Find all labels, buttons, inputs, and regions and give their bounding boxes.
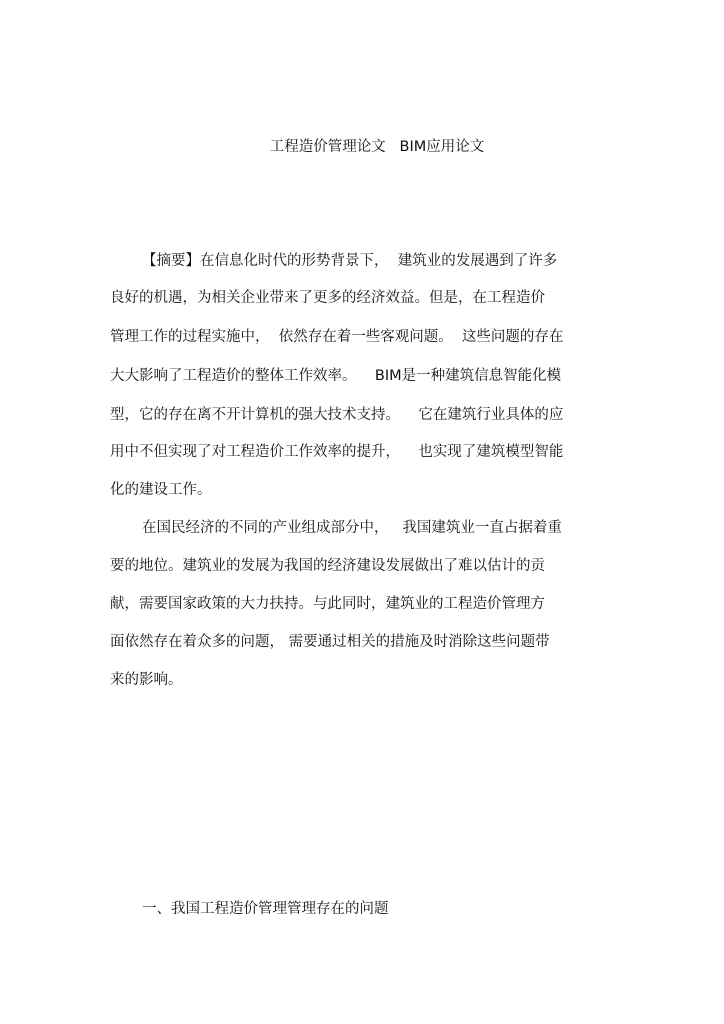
abstract-line: 型，它的存在离不开计算机的强大技术支持。 它在建筑行业具体的应 — [110, 407, 564, 423]
document-title: 工程造价管理论文 BIM应用论文 — [269, 139, 485, 155]
paragraph-line: 面依然存在着众多的问题， 需要通过相关的措施及时消除这些问题带 — [110, 634, 550, 650]
abstract-line: 【摘要】在信息化时代的形势背景下， 建筑业的发展遇到了许多 — [142, 253, 558, 269]
abstract-line: 用中不但实现了对工程造价工作效率的提升， 也实现了建筑模型智能 — [110, 444, 564, 460]
abstract-line: 管理工作的过程实施中， 依然存在着一些客观问题。 这些问题的存在 — [110, 329, 564, 345]
section-heading: 一、我国工程造价管理管理存在的问题 — [142, 901, 389, 917]
abstract-line: 良好的机遇，为相关企业带来了更多的经济效益。但是，在工程造价 — [110, 290, 545, 306]
paragraph-line: 要的地位。建筑业的发展为我国的经济建设发展做出了难以估计的贡 — [110, 558, 545, 574]
paragraph-line: 在国民经济的不同的产业组成部分中， 我国建筑业一直占据着重 — [142, 520, 562, 536]
abstract-line: 大大影响了工程造价的整体工作效率。 BIM是一种建筑信息智能化模 — [110, 368, 562, 384]
abstract-line: 化的建设工作。 — [110, 482, 212, 498]
paragraph-line: 来的影响。 — [110, 672, 183, 688]
paragraph-line: 献，需要国家政策的大力扶持。与此同时，建筑业的工程造价管理方 — [110, 596, 545, 612]
